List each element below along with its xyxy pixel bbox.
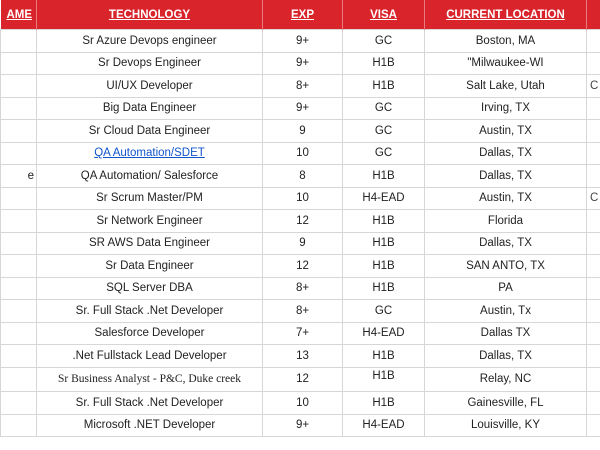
cell-location[interactable]: Gainesville, FL xyxy=(425,392,587,415)
cell-visa[interactable]: GC xyxy=(343,30,425,53)
cell-name[interactable] xyxy=(1,414,37,437)
cell-exp[interactable]: 8+ xyxy=(263,300,343,323)
table-row xyxy=(1,414,600,437)
cell-name[interactable] xyxy=(1,75,37,98)
cell-technology[interactable]: Sr Devops Engineer xyxy=(37,52,263,75)
cell-extra[interactable] xyxy=(587,414,600,437)
cell-technology[interactable]: .Net Fullstack Lead Developer xyxy=(37,345,263,368)
cell-location[interactable]: Relay, NC xyxy=(425,367,587,392)
cell-technology[interactable]: Sr Network Engineer xyxy=(37,210,263,233)
cell-exp[interactable]: 12 xyxy=(263,367,343,392)
cell-location[interactable]: Florida xyxy=(425,210,587,233)
cell-extra[interactable] xyxy=(587,52,600,75)
cell-technology[interactable]: Sr Data Engineer xyxy=(37,255,263,278)
cell-name[interactable] xyxy=(1,255,37,278)
table-row xyxy=(1,277,600,300)
header-exp[interactable]: EXP xyxy=(263,0,343,30)
cell-extra[interactable]: C xyxy=(587,187,600,210)
table-row xyxy=(1,52,600,75)
cell-visa[interactable]: H1B xyxy=(343,75,425,98)
cell-technology[interactable]: Sr Business Analyst - P&C, Duke creek xyxy=(37,367,263,392)
cell-location[interactable]: PA xyxy=(425,277,587,300)
cell-extra[interactable] xyxy=(587,392,600,415)
cell-technology[interactable]: UI/UX Developer xyxy=(37,75,263,98)
cell-technology[interactable]: Salesforce Developer xyxy=(37,322,263,345)
cell-extra[interactable] xyxy=(587,210,600,233)
cell-name[interactable] xyxy=(1,277,37,300)
cell-visa[interactable]: GC xyxy=(343,120,425,143)
cell-visa[interactable]: GC xyxy=(343,142,425,165)
header-name[interactable]: AME xyxy=(1,0,37,30)
cell-name[interactable] xyxy=(1,345,37,368)
table-row xyxy=(1,345,600,368)
technology-link[interactable]: QA Automation/SDET xyxy=(94,147,205,160)
table-row xyxy=(1,97,600,120)
header-technology[interactable]: TECHNOLOGY xyxy=(37,0,263,30)
cell-technology[interactable]: QA Automation/ Salesforce xyxy=(37,165,263,188)
cell-name[interactable]: e xyxy=(1,165,37,188)
cell-location[interactable]: Austin, TX xyxy=(425,187,587,210)
cell-visa[interactable]: GC xyxy=(343,97,425,120)
cell-location[interactable]: Dallas TX xyxy=(425,322,587,345)
cell-name[interactable] xyxy=(1,30,37,53)
cell-visa[interactable]: H1B xyxy=(343,165,425,188)
table-row xyxy=(1,187,600,210)
cell-exp[interactable]: 8+ xyxy=(263,75,343,98)
table-row xyxy=(1,142,600,165)
cell-exp[interactable]: 7+ xyxy=(263,322,343,345)
cell-name[interactable] xyxy=(1,120,37,143)
cell-location[interactable]: "Milwaukee-WI xyxy=(425,52,587,75)
cell-exp[interactable]: 12 xyxy=(263,255,343,278)
cell-location[interactable]: Dallas, TX xyxy=(425,345,587,368)
cell-technology[interactable] xyxy=(37,142,263,165)
cell-exp[interactable]: 10 xyxy=(263,142,343,165)
cell-extra[interactable] xyxy=(587,277,600,300)
cell-name[interactable] xyxy=(1,300,37,323)
cell-exp[interactable]: 9+ xyxy=(263,97,343,120)
cell-location[interactable]: Dallas, TX xyxy=(425,232,587,255)
cell-visa[interactable]: H1B xyxy=(343,345,425,368)
cell-visa[interactable]: H1B xyxy=(343,367,425,392)
cell-exp[interactable]: 9 xyxy=(263,232,343,255)
table-row xyxy=(1,300,600,323)
table-row xyxy=(1,210,600,233)
cell-name[interactable] xyxy=(1,367,37,392)
cell-name[interactable] xyxy=(1,210,37,233)
cell-name[interactable] xyxy=(1,322,37,345)
cell-location[interactable]: Austin, TX xyxy=(425,120,587,143)
cell-visa[interactable]: H4-EAD xyxy=(343,187,425,210)
cell-extra[interactable] xyxy=(587,30,600,53)
cell-extra[interactable] xyxy=(587,255,600,278)
cell-name[interactable] xyxy=(1,97,37,120)
cell-technology[interactable]: Microsoft .NET Developer xyxy=(37,414,263,437)
table-row xyxy=(1,322,600,345)
cell-visa[interactable]: H1B xyxy=(343,277,425,300)
cell-exp[interactable]: 9+ xyxy=(263,30,343,53)
table-row xyxy=(1,120,600,143)
cell-location[interactable]: Boston, MA xyxy=(425,30,587,53)
header-current-location[interactable]: CURRENT LOCATION xyxy=(425,0,587,30)
table-row xyxy=(1,255,600,278)
cell-exp[interactable]: 10 xyxy=(263,187,343,210)
cell-technology[interactable]: Sr Cloud Data Engineer xyxy=(37,120,263,143)
cell-name[interactable] xyxy=(1,142,37,165)
cell-extra[interactable] xyxy=(587,120,600,143)
cell-exp[interactable]: 9+ xyxy=(263,414,343,437)
header-visa[interactable]: VISA xyxy=(343,0,425,30)
cell-extra[interactable] xyxy=(587,97,600,120)
cell-technology[interactable]: Sr. Full Stack .Net Developer xyxy=(37,300,263,323)
cell-extra[interactable] xyxy=(587,367,600,392)
cell-exp[interactable]: 8 xyxy=(263,165,343,188)
cell-visa[interactable]: H1B xyxy=(343,210,425,233)
cell-technology[interactable]: SQL Server DBA xyxy=(37,277,263,300)
cell-visa[interactable]: H1B xyxy=(343,232,425,255)
cell-location[interactable]: Austin, Tx xyxy=(425,300,587,323)
cell-exp[interactable]: 9+ xyxy=(263,52,343,75)
cell-visa[interactable]: H4-EAD xyxy=(343,322,425,345)
table-row xyxy=(1,30,600,53)
cell-name[interactable] xyxy=(1,232,37,255)
table-row xyxy=(1,392,600,415)
cell-location[interactable]: SAN ANTO, TX xyxy=(425,255,587,278)
cell-visa[interactable]: H1B xyxy=(343,52,425,75)
cell-name[interactable] xyxy=(1,187,37,210)
cell-extra[interactable] xyxy=(587,322,600,345)
cell-extra[interactable] xyxy=(587,232,600,255)
cell-visa[interactable]: H1B xyxy=(343,392,425,415)
cell-name[interactable] xyxy=(1,52,37,75)
cell-visa[interactable]: GC xyxy=(343,300,425,323)
cell-technology[interactable]: Sr. Full Stack .Net Developer xyxy=(37,392,263,415)
table-row xyxy=(1,75,600,98)
cell-extra[interactable] xyxy=(587,300,600,323)
cell-location[interactable]: Irving, TX xyxy=(425,97,587,120)
cell-extra[interactable] xyxy=(587,142,600,165)
table-row xyxy=(1,367,600,392)
cell-location[interactable]: Salt Lake, Utah xyxy=(425,75,587,98)
cell-visa[interactable]: H4-EAD xyxy=(343,414,425,437)
cell-technology[interactable]: Sr Azure Devops engineer xyxy=(37,30,263,53)
cell-visa[interactable]: H1B xyxy=(343,255,425,278)
cell-technology[interactable]: SR AWS Data Engineer xyxy=(37,232,263,255)
cell-exp[interactable]: 10 xyxy=(263,392,343,415)
cell-exp[interactable]: 8+ xyxy=(263,277,343,300)
cell-technology[interactable]: Sr Scrum Master/PM xyxy=(37,187,263,210)
table-row xyxy=(1,232,600,255)
header-extra[interactable] xyxy=(587,0,600,30)
cell-location[interactable]: Louisville, KY xyxy=(425,414,587,437)
header-row xyxy=(1,0,600,30)
table-row xyxy=(1,165,600,188)
cell-extra[interactable] xyxy=(587,165,600,188)
cell-exp[interactable]: 12 xyxy=(263,210,343,233)
cell-name[interactable] xyxy=(1,392,37,415)
cell-exp[interactable]: 13 xyxy=(263,345,343,368)
cell-technology[interactable]: Big Data Engineer xyxy=(37,97,263,120)
cell-location[interactable]: Dallas, TX xyxy=(425,165,587,188)
cell-location[interactable]: Dallas, TX xyxy=(425,142,587,165)
cell-extra[interactable] xyxy=(587,345,600,368)
cell-exp[interactable]: 9 xyxy=(263,120,343,143)
cell-extra[interactable]: C xyxy=(587,75,600,98)
